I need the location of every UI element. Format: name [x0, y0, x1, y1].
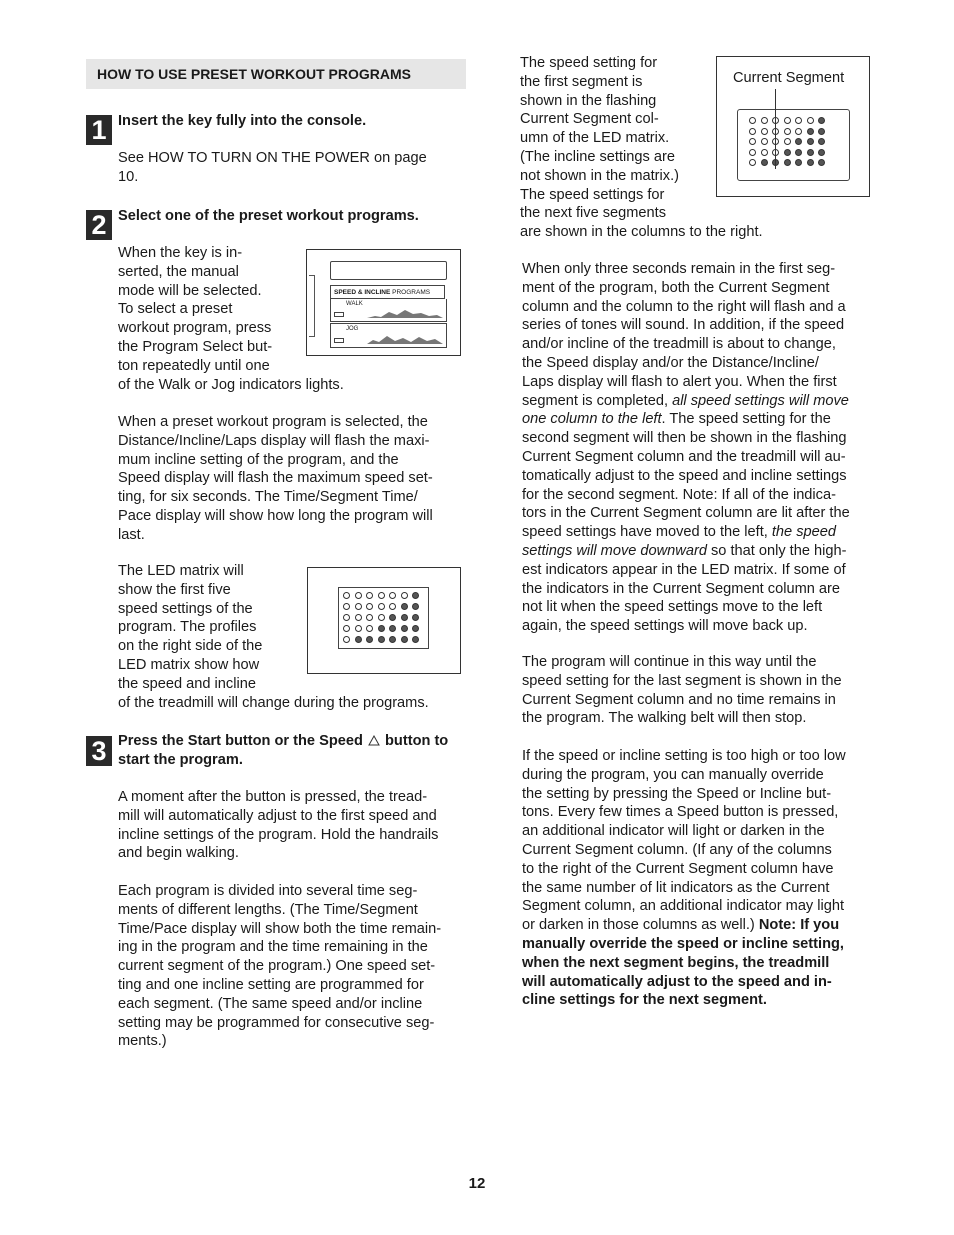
plain-text: tors in the Current Segment column are lit after the: [522, 505, 850, 522]
led-indicator: [749, 138, 756, 145]
text-line: mode will be selected.: [118, 282, 262, 299]
led-indicator: [795, 138, 802, 145]
walk-label: WALK: [346, 301, 363, 307]
text-line: serted, the manual: [118, 263, 239, 280]
right-paragraph-1: [522, 260, 850, 636]
text-line: Distance/Incline/Laps display will flash the maxi-: [118, 432, 430, 449]
led-indicator: [343, 614, 350, 621]
led-indicator: [761, 159, 768, 166]
led-matrix-grid-current: [747, 114, 838, 172]
bold-text: Note: If you: [758, 917, 840, 934]
step-3-heading-line1: Press the Start button or the Speed: [118, 733, 363, 749]
led-matrix-grid: [338, 587, 429, 649]
step-3-number: 3: [86, 736, 112, 766]
plain-text: the Speed display and/or the Distance/Incline/: [522, 354, 819, 371]
text-line: [522, 879, 846, 898]
text-line: [522, 354, 850, 373]
programs-label: [330, 285, 445, 299]
text-line: ton repeatedly until one: [118, 357, 270, 374]
text-line: When a preset workout program is selected, the: [118, 414, 428, 430]
led-indicator: [807, 117, 814, 124]
italic-text: settings will move downward: [522, 542, 707, 559]
led-indicator: [389, 603, 396, 610]
text-line: [522, 766, 846, 785]
text-line: the next five segments: [520, 205, 667, 222]
text-line: the Program Select but-: [118, 338, 273, 355]
led-indicator: [784, 159, 791, 166]
led-indicator: [412, 625, 419, 632]
text-line: are shown in the columns to the right.: [520, 224, 763, 241]
text-line: [522, 448, 850, 467]
text-line: of the treadmill will change during the programs.: [118, 694, 429, 711]
text-line: [522, 410, 850, 429]
led-indicator: [412, 614, 419, 621]
step-2-paragraph-2: [118, 413, 433, 545]
text-line: last.: [118, 526, 145, 543]
led-indicator: [784, 128, 791, 135]
text-line: [522, 523, 850, 542]
speed-up-triangle-icon: [368, 735, 380, 746]
text-line: not shown in the matrix.): [520, 167, 679, 184]
led-indicator: [818, 128, 825, 135]
text-line: [522, 991, 846, 1010]
plain-text: not lit when the speed settings move to the left: [522, 599, 823, 616]
led-indicator: [366, 592, 373, 599]
text-line: [522, 973, 846, 992]
jog-profile-graphic: [367, 332, 443, 345]
text-line: [522, 392, 850, 411]
text-line: umn of the LED matrix.: [520, 130, 670, 147]
plain-text: second segment will then be shown in the flashing: [522, 430, 847, 447]
led-indicator: [378, 625, 385, 632]
plain-text: again, the speed settings will move back up.: [522, 618, 808, 635]
led-indicator: [378, 592, 385, 599]
led-indicator: [784, 138, 791, 145]
led-indicator: [378, 614, 385, 621]
bold-text: cline settings for the next segment.: [522, 992, 767, 1009]
led-indicator: [355, 603, 362, 610]
text-line: When the key is in-: [118, 245, 243, 261]
text-line: [522, 467, 850, 486]
bold-text: when the next segment begins, the treadmill: [522, 954, 830, 971]
step-1-number: 1: [86, 115, 112, 145]
current-segment-figure: [716, 56, 870, 197]
text-line: Current Segment col-: [520, 111, 659, 128]
walk-profile-graphic: [367, 307, 443, 319]
led-indicator: [749, 149, 756, 156]
text-line: [522, 803, 846, 822]
text-line: mill will automatically adjust to the first speed and: [118, 807, 437, 824]
plain-text: When only three seconds remain in the first seg-: [522, 261, 836, 277]
plain-text: during the program, you can manually override: [522, 766, 824, 783]
text-line: A moment after the button is pressed, the tread-: [118, 789, 428, 805]
plain-text: the indicators in the Current Segment column are: [522, 580, 840, 597]
text-line: current segment of the program.) One speed set-: [118, 958, 436, 975]
plain-text: the setting by pressing the Speed or Incline but-: [522, 785, 832, 802]
text-line: each segment. (The same speed and/or incline: [118, 995, 423, 1012]
led-indicator: [761, 128, 768, 135]
text-line: [522, 841, 846, 860]
text-line: [522, 486, 850, 505]
console-program-figure: [306, 249, 461, 356]
text-line: The LED matrix will: [118, 563, 244, 579]
text-line: The speed setting for: [520, 55, 658, 71]
led-indicator: [795, 117, 802, 124]
led-matrix-figure: [307, 567, 461, 674]
text-line: ments of different lengths. (The Time/Segment: [118, 901, 418, 918]
led-indicator: [389, 614, 396, 621]
step-3-heading-line1b: button to: [385, 733, 449, 749]
plain-text: ment of the program, both the Current Segment: [522, 279, 830, 296]
led-indicator: [795, 128, 802, 135]
step-1-body: [118, 149, 427, 187]
step-3-heading-line2: start the program.: [118, 751, 243, 768]
text-line: 10.: [118, 168, 139, 185]
led-indicator: [343, 636, 350, 643]
text-line: incline settings of the program. Hold the handrails: [118, 826, 439, 843]
led-indicator: [412, 603, 419, 610]
text-line: [522, 785, 846, 804]
italic-text: the speed: [771, 524, 836, 541]
led-indicator: [795, 149, 802, 156]
text-line: on the right side of the: [118, 638, 263, 655]
step-1-heading: Insert the key fully into the console.: [118, 113, 367, 129]
text-line: [522, 542, 850, 561]
text-line: [522, 822, 846, 841]
text-line: [522, 935, 846, 954]
plain-text: so that only the high-: [706, 542, 847, 559]
text-line: Current Segment column and no time remains in: [522, 691, 836, 708]
text-line: the first segment is: [520, 73, 643, 90]
text-line: The program will continue in this way until the: [522, 654, 817, 670]
text-line: [522, 916, 846, 935]
led-indicator: [389, 636, 396, 643]
current-segment-pointer-line: [775, 89, 776, 169]
plain-text: tomatically adjust to the speed and incline settings: [522, 467, 847, 484]
led-indicator: [355, 614, 362, 621]
text-line: ing in the program and the time remaining in the: [118, 939, 428, 956]
text-line: To select a preset: [118, 301, 233, 318]
step-3-heading: [118, 732, 468, 770]
led-indicator: [401, 592, 408, 599]
led-indicator: [366, 614, 373, 621]
led-indicator: [378, 636, 385, 643]
plain-text: column and the column to the right will flash and a: [522, 298, 846, 315]
plain-text: . The speed setting for the: [661, 411, 831, 428]
led-indicator: [366, 636, 373, 643]
jog-label: JOG: [346, 326, 359, 332]
plain-text: or darken in those columns as well.): [522, 917, 759, 934]
text-line: [522, 747, 846, 766]
text-line: LED matrix show how: [118, 656, 260, 673]
plain-text: If the speed or incline setting is too high or too low: [522, 748, 846, 764]
led-indicator: [355, 592, 362, 599]
led-indicator: [818, 149, 825, 156]
plain-text: Segment column, an additional indicator may light: [522, 898, 845, 915]
text-line: [522, 335, 850, 354]
console-display-window: [330, 261, 447, 280]
text-line: Pace display will show how long the program will: [118, 507, 433, 524]
text-line: [522, 598, 850, 617]
text-line: [522, 860, 846, 879]
text-line: See HOW TO TURN ON THE POWER on page: [118, 150, 427, 166]
text-line: ting and one incline setting are programmed for: [118, 976, 424, 993]
text-line: [522, 298, 850, 317]
led-indicator: [389, 592, 396, 599]
led-indicator: [366, 603, 373, 610]
bold-text: will automatically adjust to the speed and in-: [522, 973, 832, 990]
led-indicator: [355, 625, 362, 632]
step-2-heading: Select one of the preset workout programs.: [118, 208, 419, 224]
text-line: [522, 617, 850, 636]
led-indicator: [807, 159, 814, 166]
led-indicator: [818, 138, 825, 145]
led-indicator: [784, 149, 791, 156]
text-line: and begin walking.: [118, 845, 239, 862]
text-line: [522, 504, 850, 523]
text-line: the speed and incline: [118, 675, 256, 692]
text-line: [522, 373, 850, 392]
led-indicator: [761, 117, 768, 124]
led-indicator: [343, 625, 350, 632]
text-line: shown in the flashing: [520, 92, 657, 109]
text-line: show the first five: [118, 581, 231, 598]
text-line: workout program, press: [118, 320, 272, 337]
text-line: [522, 429, 850, 448]
step-3-paragraph-2: [118, 882, 441, 1051]
led-indicator: [749, 117, 756, 124]
text-line: speed settings of the: [118, 600, 253, 617]
current-segment-label: Current Segment: [733, 70, 845, 86]
text-line: (The incline settings are: [520, 148, 675, 165]
text-line: Each program is divided into several time seg-: [118, 883, 418, 899]
led-indicator: [749, 128, 756, 135]
section-title: HOW TO USE PRESET WORKOUT PROGRAMS: [97, 66, 411, 82]
console-side-buttons: [309, 275, 315, 337]
plain-text: for the second segment. Note: If all of the indica-: [522, 486, 836, 503]
led-indicator: [807, 138, 814, 145]
led-indicator: [401, 614, 408, 621]
led-indicator: [761, 138, 768, 145]
led-indicator: [818, 117, 825, 124]
text-line: [522, 561, 850, 580]
led-indicator: [401, 625, 408, 632]
plain-text: and/or incline of the treadmill is about to change,: [522, 336, 836, 353]
plain-text: to the right of the Current Segment column have: [522, 860, 834, 877]
italic-text: all speed settings will move: [672, 392, 849, 409]
plain-text: Current Segment column and the treadmill will au-: [522, 448, 846, 465]
led-indicator: [818, 159, 825, 166]
jog-program-panel: [330, 323, 447, 348]
plain-text: tons. Every few times a Speed button is pressed,: [522, 804, 839, 821]
plain-text: segment is completed,: [522, 392, 673, 409]
plain-text: Laps display will flash to alert you. When the first: [522, 373, 837, 390]
led-indicator: [807, 128, 814, 135]
text-line: ting, for six seconds. The Time/Segment Time/: [118, 489, 418, 506]
led-indicator: [343, 592, 350, 599]
walk-indicator: [334, 312, 344, 317]
jog-indicator: [334, 338, 344, 343]
italic-text: one column to the left: [522, 411, 662, 428]
text-line: Speed display will flash the maximum speed set-: [118, 470, 433, 487]
text-line: ments.): [118, 1033, 167, 1050]
step-2-number: 2: [86, 210, 112, 240]
text-line: program. The profiles: [118, 619, 257, 636]
led-indicator: [401, 603, 408, 610]
text-line: [522, 316, 850, 335]
programs-label-bold: SPEED & INCLINE: [334, 289, 391, 296]
led-indicator: [749, 159, 756, 166]
text-line: [522, 954, 846, 973]
led-indicator: [343, 603, 350, 610]
led-indicator: [378, 603, 385, 610]
right-paragraph-3: [522, 747, 846, 1010]
led-indicator: [795, 159, 802, 166]
text-line: [522, 260, 850, 279]
led-indicator: [389, 625, 396, 632]
plain-text: speed settings have moved to the left,: [522, 524, 772, 541]
text-line: The speed settings for: [520, 186, 665, 203]
step-3-paragraph-1: [118, 788, 438, 863]
plain-text: an additional indicator will light or darken in the: [522, 823, 825, 840]
text-line: [522, 279, 850, 298]
plain-text: est indicators appear in the LED matrix. If some of: [522, 561, 846, 578]
led-indicator: [401, 636, 408, 643]
right-paragraph-2: [522, 653, 842, 728]
page-number: 12: [468, 1175, 486, 1192]
text-line: speed setting for the last segment is shown in the: [522, 672, 842, 689]
led-indicator: [355, 636, 362, 643]
text-line: [522, 897, 846, 916]
led-indicator: [761, 149, 768, 156]
walk-program-panel: [330, 299, 447, 322]
led-indicator: [412, 636, 419, 643]
text-line: mum incline setting of the program, and the: [118, 451, 399, 468]
plain-text: Current Segment column. (If any of the columns: [522, 841, 832, 858]
text-line: setting may be programmed for consecutive seg-: [118, 1014, 435, 1031]
led-indicator: [366, 625, 373, 632]
led-indicator: [784, 117, 791, 124]
led-indicator: [412, 592, 419, 599]
plain-text: the same number of lit indicators as the Current: [522, 879, 830, 896]
text-line: of the Walk or Jog indicators lights.: [118, 376, 344, 393]
text-line: [522, 580, 850, 599]
bold-text: manually override the speed or incline setting,: [522, 935, 844, 952]
text-line: the program. The walking belt will then stop.: [522, 710, 807, 727]
text-line: Time/Pace display will show both the time remain-: [118, 920, 442, 937]
plain-text: series of tones will sound. In addition, if the speed: [522, 317, 845, 334]
section-header-bar: [86, 59, 466, 89]
led-indicator: [807, 149, 814, 156]
programs-label-rest: PROGRAMS: [392, 289, 431, 296]
